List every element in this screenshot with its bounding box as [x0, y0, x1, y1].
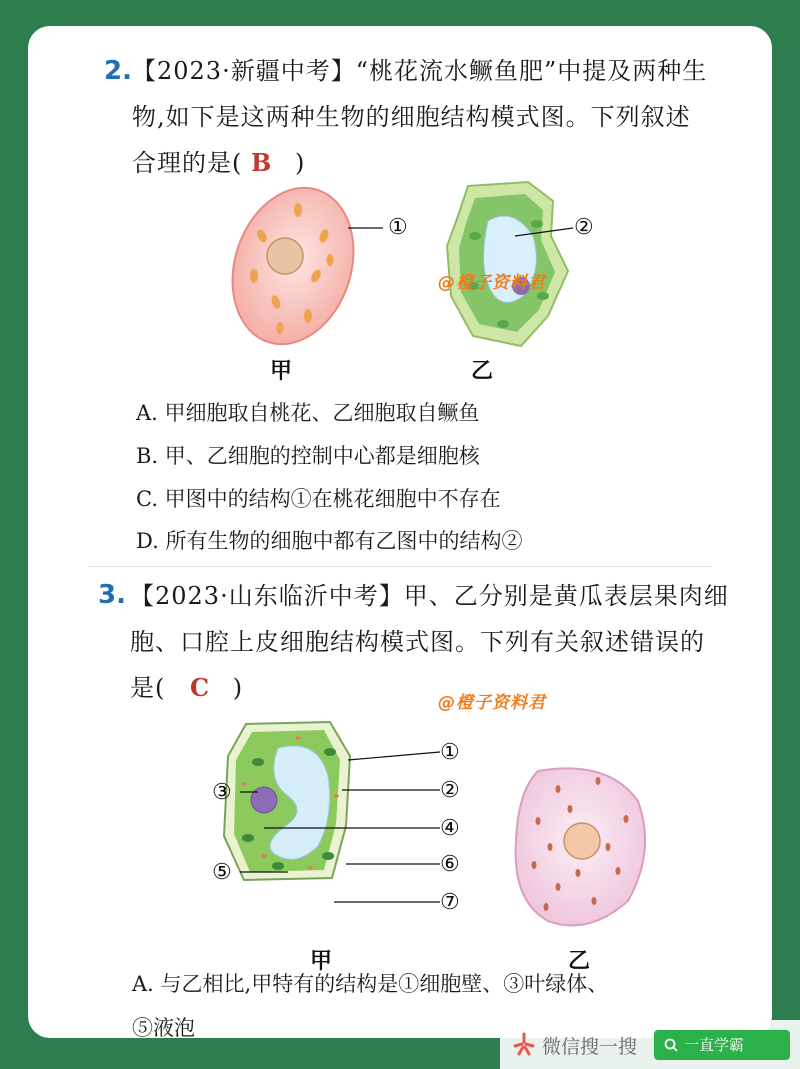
answer: B [251, 148, 273, 177]
question-text [132, 48, 732, 186]
option-d: D. 所有生物的细胞中都有乙图中的结构② [136, 529, 523, 553]
search-text: 一直学霸 [684, 1036, 745, 1054]
nucleus [251, 787, 277, 813]
option-c: C. 甲图中的结构①在桃花细胞中不存在 [136, 487, 501, 511]
wechat-search-bar[interactable] [500, 1020, 800, 1069]
option-b: B. 甲、乙细胞的控制中心都是细胞核 [136, 444, 480, 468]
label-mark-4: ④ [440, 816, 460, 841]
animal-cell-figure [498, 761, 658, 931]
question-line: 是( C ) [130, 673, 244, 702]
nucleus [564, 823, 600, 859]
question-line: 物,如下是这两种生物的细胞结构模式图。下列叙述 [132, 103, 691, 131]
content-card [28, 26, 772, 1038]
label-mark-1: ① [440, 740, 460, 765]
figure-label-jia: 甲 [310, 949, 333, 974]
option-a: A. 甲细胞取自桃花、乙细胞取自鳜鱼 [136, 401, 480, 425]
nucleus [267, 238, 303, 274]
label-mark-5: ⑤ [212, 860, 232, 885]
question-number: 2. [104, 56, 132, 86]
watermark: @橙子资料君 [438, 693, 546, 713]
watermark: @橙子资料君 [438, 273, 546, 293]
figure-label-jia: 甲 [270, 359, 293, 384]
question-number: 3. [98, 580, 126, 610]
question-line: 【2023·山东临沂中考】甲、乙分别是黄瓜表层果肉细 [130, 582, 729, 610]
label-mark-2: ② [440, 778, 460, 803]
option-a-cont: ⑤液泡 [132, 1016, 195, 1038]
question-line: 胞、口腔上皮细胞结构模式图。下列有关叙述错误的 [130, 628, 705, 656]
wechat-search-logo-icon [512, 1032, 536, 1056]
label-mark-1: ① [388, 215, 408, 240]
app-name: 微信搜一搜 [542, 1036, 638, 1058]
plant-cell-figure [218, 716, 358, 886]
answer: C [190, 673, 211, 702]
question-line: 【2023·新疆中考】“桃花流水鳜鱼肥”中提及两种生 [132, 57, 708, 85]
animal-cell-figure [218, 176, 388, 356]
plant-cell-figure [433, 176, 603, 356]
option-a: A. 与乙相比,甲特有的结构是①细胞壁、③叶绿体、 [132, 972, 609, 996]
search-icon [664, 1038, 678, 1052]
divider [88, 566, 712, 567]
figure-label-yi: 乙 [471, 359, 494, 384]
label-mark-6: ⑥ [440, 852, 460, 877]
label-mark-3: ③ [212, 780, 232, 805]
label-mark-2: ② [574, 215, 594, 240]
search-pill[interactable] [654, 1030, 790, 1060]
figure-label-yi: 乙 [568, 949, 591, 974]
question-line: 合理的是( B ) [132, 148, 306, 177]
label-mark-7: ⑦ [440, 890, 460, 915]
question-text [130, 573, 730, 711]
